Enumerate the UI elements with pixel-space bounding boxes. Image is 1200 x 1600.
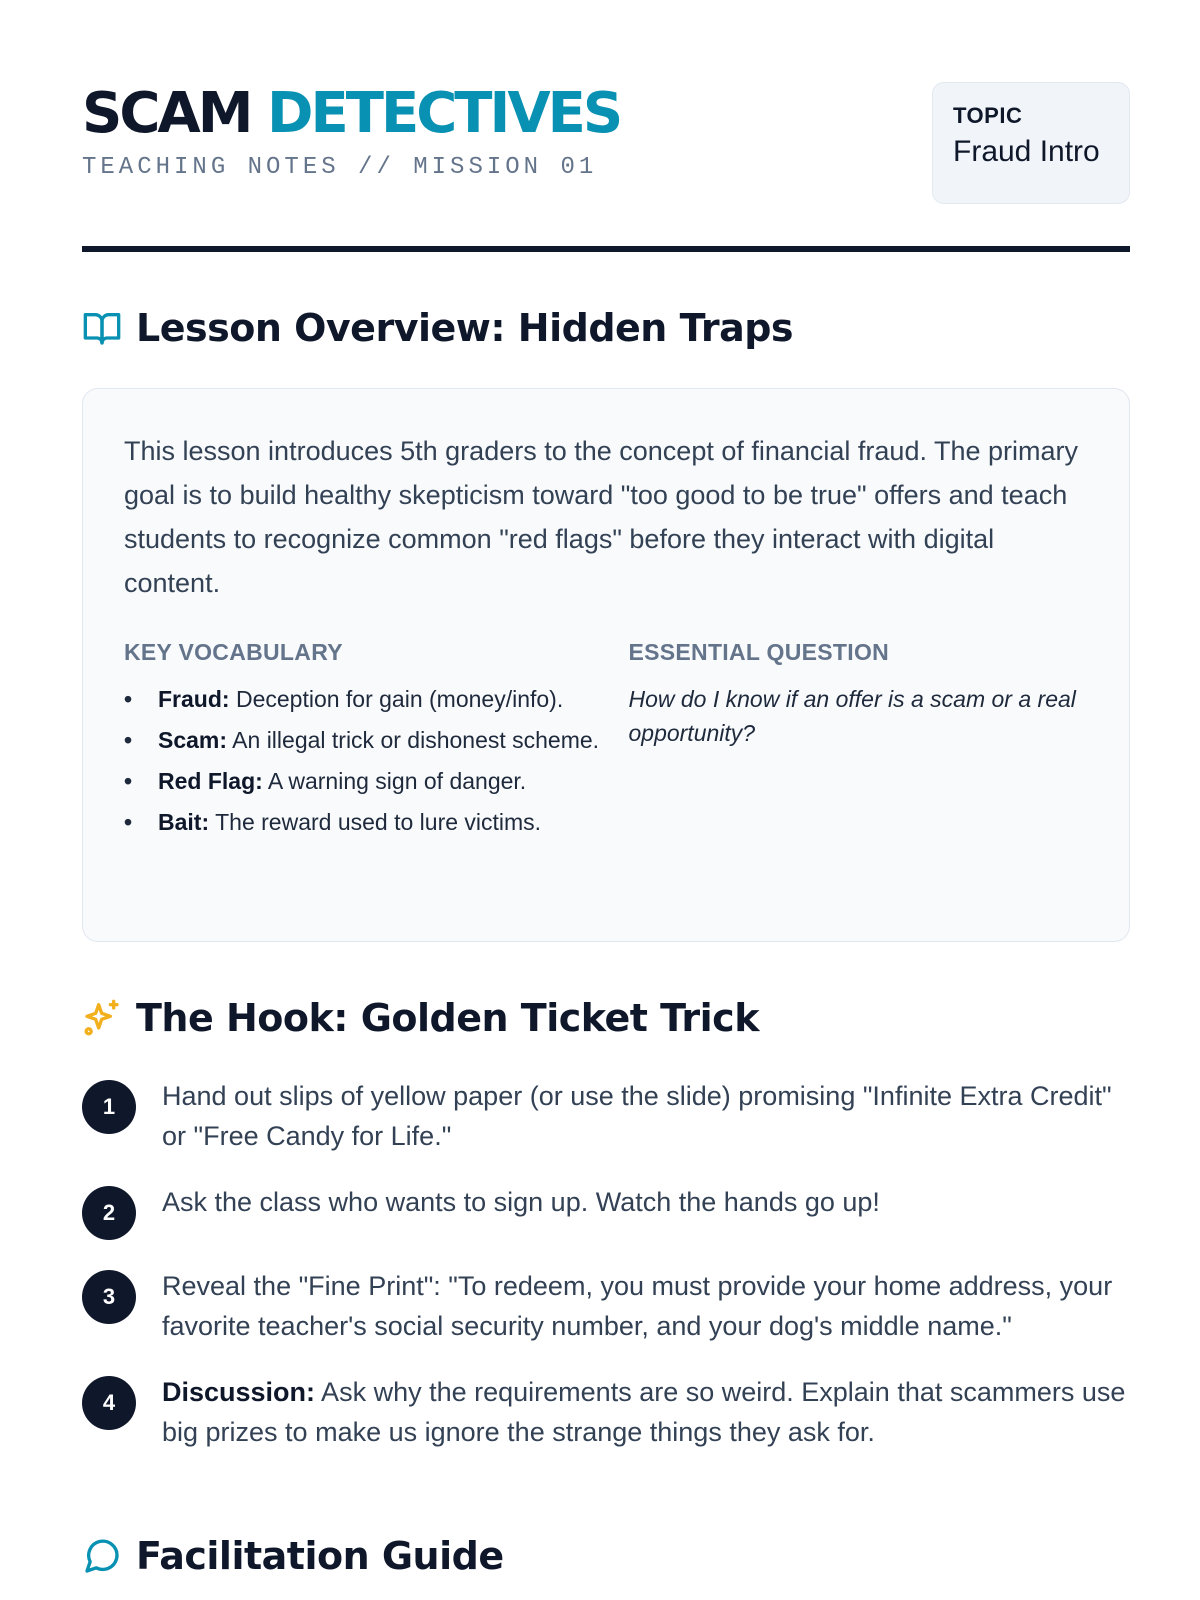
title-part-2: DETECTIVES <box>267 81 621 146</box>
overview-text: This lesson introduces 5th graders to the concept of financial fraud. The primary goal is to build healthy skepticism toward "too good to be true" offers and teach students to recognize common "red flags" before they interact with digital content. <box>124 436 1079 598</box>
vocab-term: Bait: <box>158 809 210 835</box>
topic-badge <box>932 82 1130 204</box>
step-number: 1 <box>82 1080 136 1134</box>
page-subtitle: TEACHING NOTES // MISSION 01 <box>82 154 598 181</box>
vocabulary-heading: KEY VOCABULARY <box>124 639 343 665</box>
step-number: 2 <box>82 1186 136 1240</box>
vocab-definition: Deception for gain (money/info). <box>235 686 564 712</box>
topic-label: TOPIC <box>953 103 1023 128</box>
topic-value: Fraud Intro <box>953 135 1100 168</box>
vocab-definition: A warning sign of danger. <box>267 768 527 794</box>
step-bold-label: Discussion: <box>162 1377 316 1407</box>
page-header <box>82 82 1130 252</box>
list-item <box>82 1182 1130 1240</box>
step-text <box>162 1182 880 1222</box>
step-number: 4 <box>82 1376 136 1430</box>
sparkles-icon <box>82 998 122 1038</box>
essential-question-heading: ESSENTIAL QUESTION <box>628 639 890 665</box>
vocab-term: Scam: <box>158 727 228 753</box>
step-body: Ask why the requirements are so weird. Explain that scammers use big prizes to make us ignore the strange things they ask for. <box>162 1377 1126 1447</box>
step-body: Ask the class who wants to sign up. Watch the hands go up! <box>162 1187 880 1217</box>
list-item <box>82 1266 1130 1346</box>
title-part-1: SCAM <box>82 81 251 146</box>
vocab-term: Fraud: <box>158 686 230 712</box>
overview-heading-row <box>82 306 793 350</box>
list-item: • Red Flag: A warning sign of danger. <box>124 768 527 794</box>
hook-heading: The Hook: Golden Ticket Trick <box>136 996 759 1040</box>
vocab-term: Red Flag: <box>158 768 263 794</box>
overview-columns <box>124 639 1088 846</box>
list-item <box>82 1076 1130 1156</box>
vocab-definition: An illegal trick or dishonest scheme. <box>232 727 600 753</box>
hook-heading-row <box>82 996 759 1040</box>
overview-card <box>82 388 1130 942</box>
chat-bubble-icon <box>82 1536 122 1576</box>
essential-question-text: How do I know if an offer is a scam or a real opportunity? <box>628 686 1076 746</box>
step-text <box>162 1266 1130 1346</box>
step-number: 3 <box>82 1270 136 1324</box>
hook-steps <box>82 1076 1130 1478</box>
step-text <box>162 1372 1130 1452</box>
header-divider <box>82 246 1130 252</box>
overview-heading: Lesson Overview: Hidden Traps <box>136 306 794 350</box>
step-text <box>162 1076 1130 1156</box>
facilitation-heading: Facilitation Guide <box>136 1534 504 1578</box>
facilitation-heading-row <box>82 1534 504 1578</box>
list-item <box>82 1372 1130 1452</box>
list-item: • Scam: An illegal trick or dishonest scheme. <box>124 727 600 753</box>
vocab-definition: The reward used to lure victims. <box>215 809 542 835</box>
essential-question-column <box>628 639 1088 846</box>
step-body: Hand out slips of yellow paper (or use the slide) promising "Infinite Extra Credit" or "Free Candy for Life." <box>162 1081 1112 1151</box>
list-item: • Fraud: Deception for gain (money/info). <box>124 686 564 712</box>
book-open-icon <box>82 308 122 348</box>
step-body: Reveal the "Fine Print": "To redeem, you must provide your home address, your favorite teacher's social security number, and your dog's middle name." <box>162 1271 1113 1341</box>
list-item: • Bait: The reward used to lure victims. <box>124 809 542 835</box>
vocabulary-column <box>124 639 628 846</box>
vocabulary-list <box>124 682 628 839</box>
